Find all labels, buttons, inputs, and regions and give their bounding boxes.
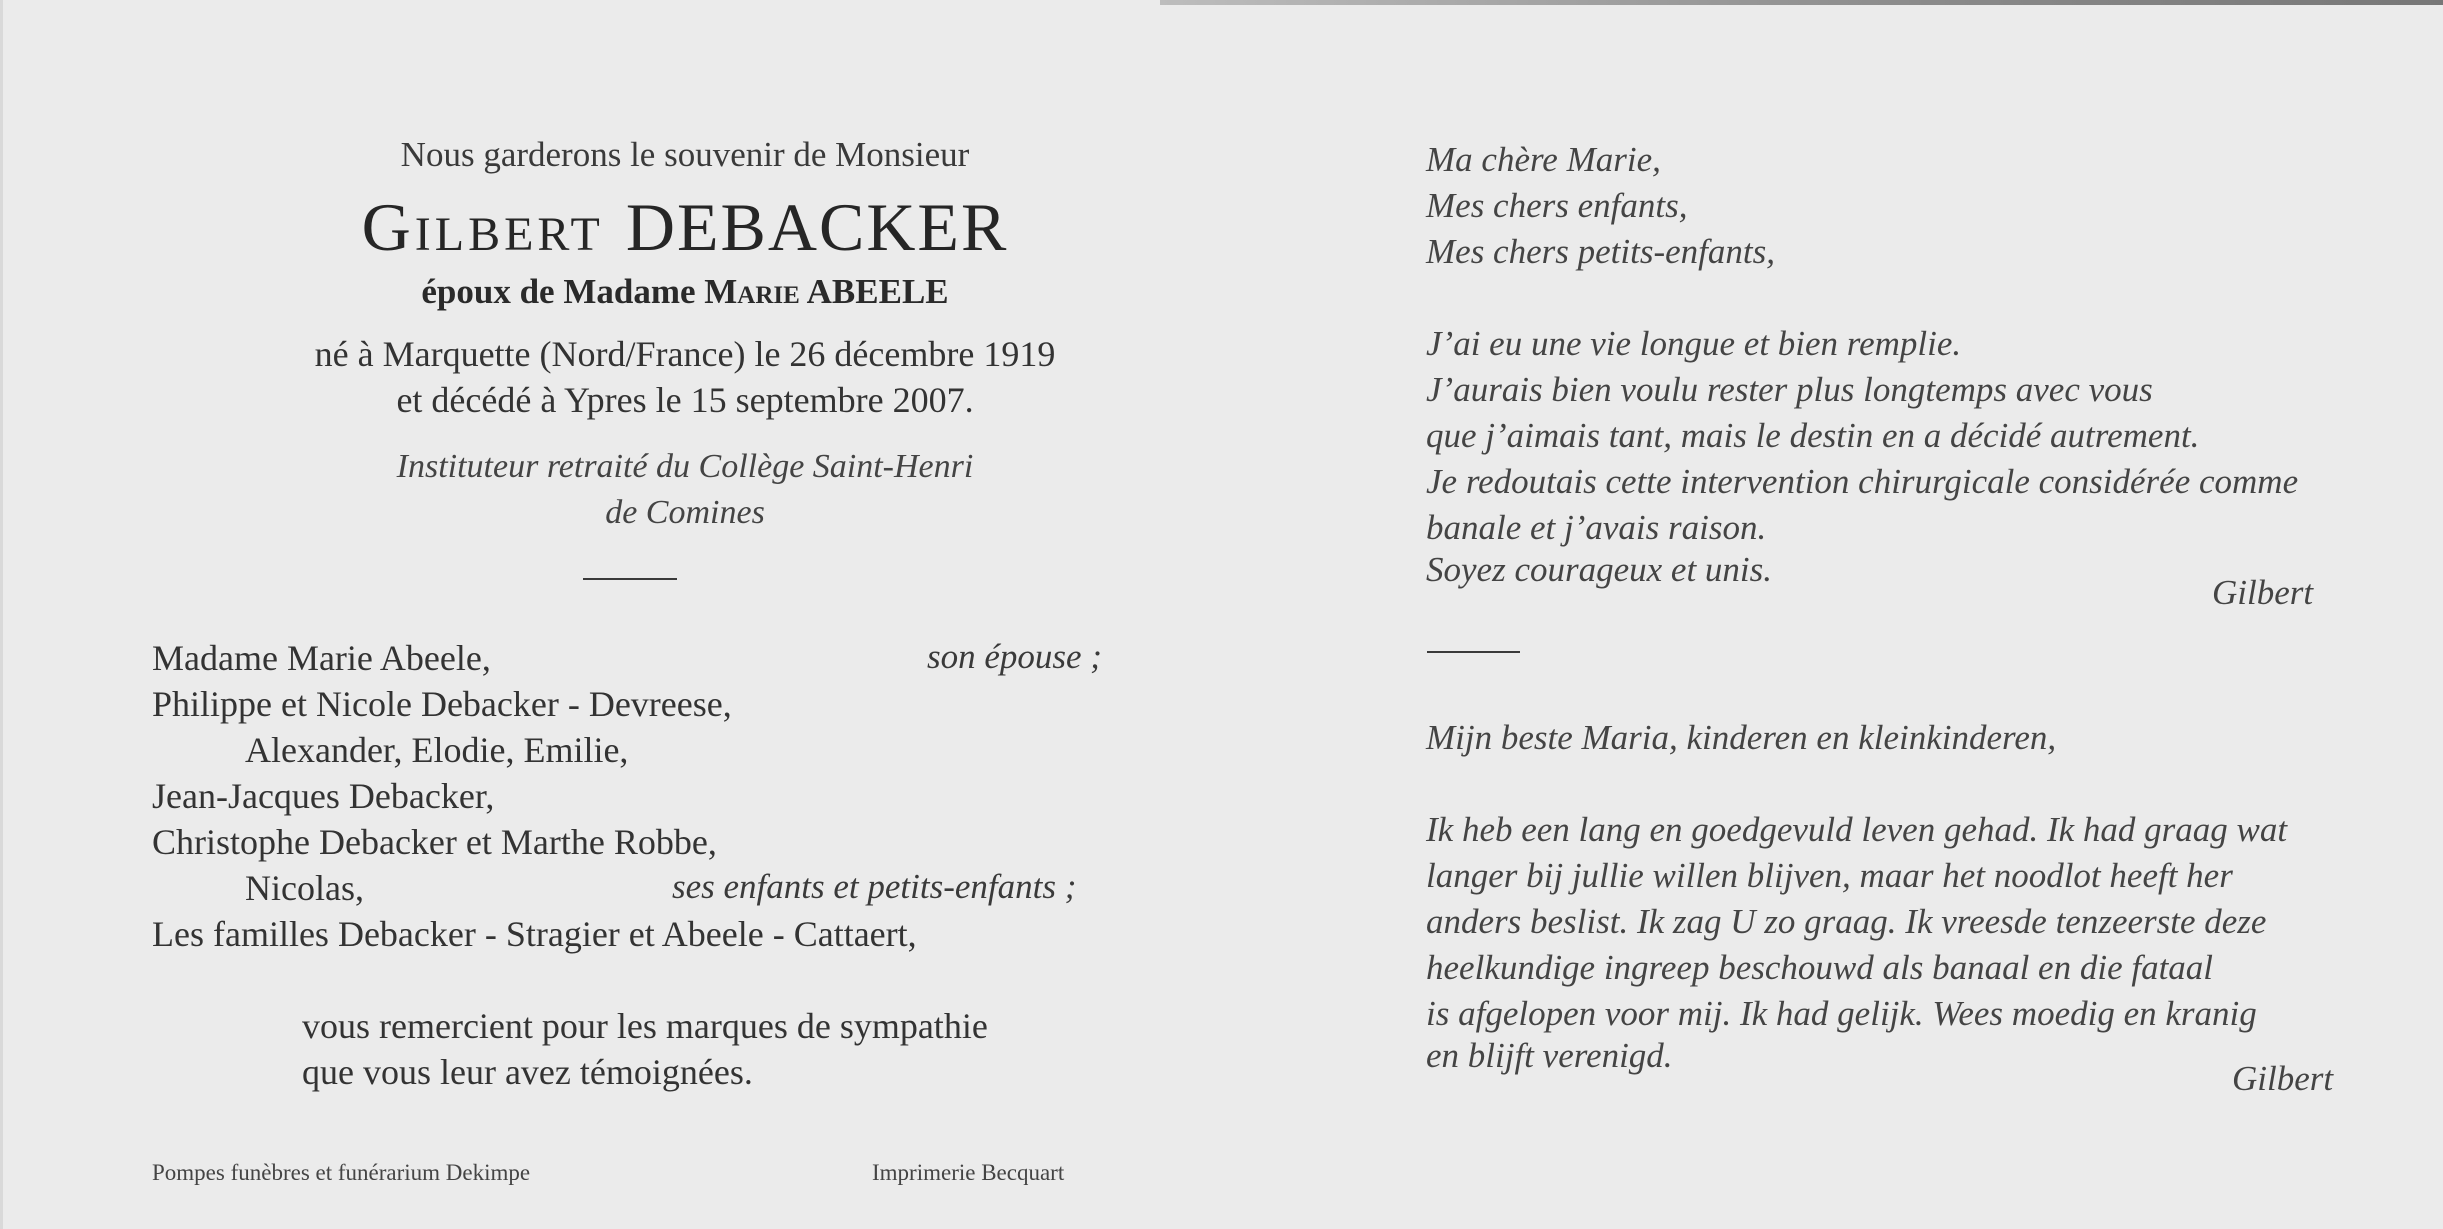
thanks-line-2: que vous leur avez témoignées. <box>302 1052 753 1092</box>
role-children: ses enfants et petits-enfants ; <box>672 867 1077 906</box>
dutch-text-line: en blijft verenigd. <box>1426 1036 1673 1075</box>
footer-printer: Imprimerie Becquart <box>872 1160 1065 1185</box>
family-member: Christophe Debacker et Marthe Robbe, <box>152 822 717 862</box>
dutch-text-line: anders beslist. Ik zag U zo graag. Ik vreesde tenzeerste deze <box>1426 902 2267 941</box>
deceased-first-name: Gilbert <box>361 189 604 265</box>
dutch-text-line: langer bij jullie willen blijven, maar het noodlot heeft her <box>1426 856 2233 895</box>
spouse-first-name: Marie <box>704 272 800 311</box>
french-text-line: J’aurais bien voulu rester plus longtemps avec vous <box>1426 370 2153 409</box>
family-member: Les familles Debacker - Stragier et Abeele - Cattaert, <box>152 914 917 954</box>
deceased-name <box>160 188 1210 267</box>
thanks-line-1: vous remercient pour les marques de sympathie <box>302 1006 988 1046</box>
section-divider <box>583 578 677 580</box>
language-divider <box>1427 651 1520 653</box>
french-salutation-2: Mes chers enfants, <box>1426 186 1688 225</box>
spouse-last-name: ABEELE <box>806 272 949 311</box>
french-text-line: banale et j’avais raison. <box>1426 508 1767 547</box>
card-left-edge <box>0 0 3 1229</box>
french-salutation-1: Ma chère Marie, <box>1426 140 1661 179</box>
dutch-text-line: heelkundige ingreep beschouwd als banaal en die fataal <box>1426 948 2214 987</box>
footer-funeral-home: Pompes funèbres et funérarium Dekimpe <box>152 1160 531 1185</box>
intro-text: Nous garderons le souvenir de Monsieur <box>400 135 970 174</box>
top-edge-rule <box>1160 0 2443 5</box>
french-text-line: que j’aimais tant, mais le destin en a décidé autrement. <box>1426 416 2200 455</box>
family-member: Nicolas, <box>245 868 364 908</box>
death-line: et décédé à Ypres le 15 septembre 2007. <box>396 380 974 420</box>
french-text-line: Soyez courageux et unis. <box>1426 550 1773 589</box>
profession-line-2: de Comines <box>605 494 765 531</box>
spouse-prefix: époux de Madame <box>421 272 696 311</box>
dutch-text-line: Ik heb een lang en goedgevuld leven gehad. Ik had graag wat <box>1426 810 2288 849</box>
dutch-signature: Gilbert <box>2232 1059 2334 1098</box>
family-member: Jean-Jacques Debacker, <box>152 776 495 816</box>
french-salutation-3: Mes chers petits-enfants, <box>1426 232 1775 271</box>
role-spouse: son épouse ; <box>927 637 1102 676</box>
deceased-last-name: DEBACKER <box>625 189 1009 265</box>
french-text-line: J’ai eu une vie longue et bien remplie. <box>1426 324 1962 363</box>
birth-line: né à Marquette (Nord/France) le 26 décembre 1919 <box>314 334 1056 374</box>
french-text-line: Je redoutais cette intervention chirurgicale considérée comme <box>1426 462 2299 501</box>
dutch-salutation: Mijn beste Maria, kinderen en kleinkinderen, <box>1426 718 2057 757</box>
family-member: Madame Marie Abeele, <box>152 638 491 678</box>
family-member: Philippe et Nicole Debacker - Devreese, <box>152 684 732 724</box>
spouse-line <box>160 272 1210 312</box>
french-signature: Gilbert <box>2212 573 2314 612</box>
dutch-text-line: is afgelopen voor mij. Ik had gelijk. Wees moedig en kranig <box>1426 994 2257 1033</box>
family-member: Alexander, Elodie, Emilie, <box>245 730 629 770</box>
profession-line-1: Instituteur retraité du Collège Saint-Henri <box>396 448 974 485</box>
